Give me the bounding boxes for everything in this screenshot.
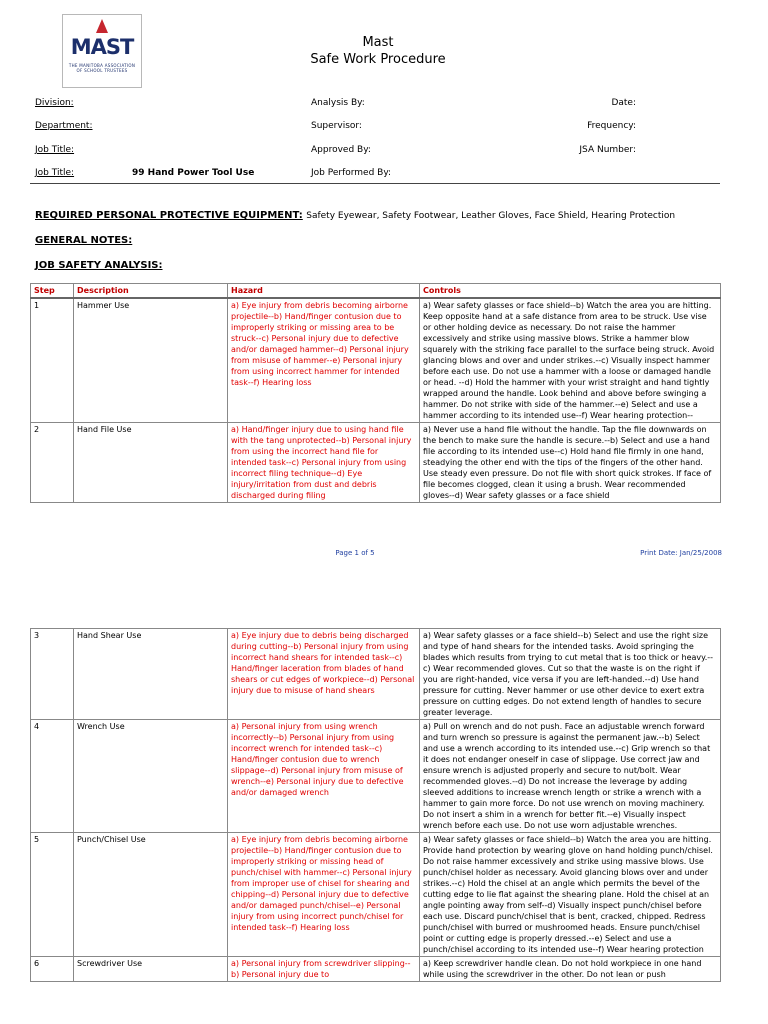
date-label: Date: <box>611 98 636 108</box>
step-column-header: Step <box>31 284 74 299</box>
description-cell: Screwdriver Use <box>74 957 228 982</box>
controls-cell: a) Keep screwdriver handle clean. Do not hold workpiece in one hand while using the screwdriver in the other. Do not lean or push <box>420 957 721 982</box>
logo-mark-icon <box>96 19 108 33</box>
description-column-header: Description <box>74 284 228 299</box>
table-row <box>31 629 721 720</box>
description-cell: Hammer Use <box>74 298 228 423</box>
division-label: Division: <box>35 98 74 108</box>
hazard-cell: a) Eye injury due to debris being discharged during cutting--b) Personal injury from using incorrect hand shears for intended task--c) Hand/finger laceration from blades of hand shears or cut edges of workpiece--d) Personal injury due to misuse of hand shears <box>228 629 420 720</box>
description-cell: Punch/Chisel Use <box>74 833 228 957</box>
hazard-cell: a) Personal injury from using wrench incorrectly--b) Personal injury from using incorrect wrench for intended task--c) Hand/finger contusion due to wrench slippage--d) Personal injury from misuse of wrench--e) Personal injury due to defective and/or damaged wrench <box>228 720 420 833</box>
step-cell: 3 <box>31 629 74 720</box>
step-cell: 1 <box>31 298 74 423</box>
controls-cell: a) Wear safety glasses or face shield--b) Watch the area you are hitting. Keep opposite hand at a safe distance from area to be struck. Use vise or other holding device as necessary. Do not raise the hammer excessively and strike using massive blows. Strike a hammer blow squarely with the striking face parallel to the surface being struck. Avoid glancing blows and over and under strikes.--c) Visually inspect hammer before each use. Do not use a hammer with a loose or damaged handle or head. --d) Hold the hammer with your wrist straight and hand tightly wrapped around the handle. Look behind and above before swinging a hammer. Do not strike with side of the hammer.--e) Select and use a hammer according to its intended use--f) Wear hearing protection-- <box>420 298 721 423</box>
jsa-number-label: JSA Number: <box>579 145 636 155</box>
general-notes-heading: GENERAL NOTES: <box>35 235 133 246</box>
header-divider <box>30 183 720 184</box>
approved-by-label: Approved By: <box>311 145 371 155</box>
description-cell: Hand File Use <box>74 423 228 503</box>
description-cell: Wrench Use <box>74 720 228 833</box>
ppe-label: REQUIRED PERSONAL PROTECTIVE EQUIPMENT: <box>35 210 303 221</box>
controls-cell: a) Wear safety glasses or face shield--b) Watch the area you are hitting. Provide hand protection by wearing glove on hand holding punch/chisel. Do not raise hammer excessively and strike using massive blows. Use punch/chisel holder as necessary. Avoid glancing blows over and under strikes.--c) Hold the chisel at an angle which permits the bevel of the cutting edge to lie flat against the shearing plane. Hold the chisel at an angle pointing away from self--d) Visually inspect punch/chisel before each use. Discard punch/chisel that is bent, cracked, chipped. Redress punch/chisel with burred or mushroomed heads. Ensure punch/chisel point or cutting edge is properly dressed.--e) Select and use a punch/chisel according to its intended use--f) Wear hearing protection <box>420 833 721 957</box>
frequency-label: Frequency: <box>587 121 636 131</box>
jsa-table-page2 <box>30 628 721 982</box>
job-safety-analysis-heading: JOB SAFETY ANALYSIS: <box>35 260 163 271</box>
step-cell: 6 <box>31 957 74 982</box>
controls-cell: a) Wear safety glasses or a face shield--b) Select and use the right size and type of hand shears for the intended tasks. Avoid springing the blades which results from trying to cut metal that is too thick or heavy.--c) Wear recommended gloves. Cut so that the waste is on the right if you are right-handed, vice versa if you are left-handed.--d) Use hand pressure for cutting. Never hammer or use other device to exert extra pressure on cutting edges. Do not extend length of handles to secure greater leverage. <box>420 629 721 720</box>
hazard-cell: a) Eye injury from debris becoming airborne projectile--b) Hand/finger contusion due to improperly striking or missing area to be struck--c) Personal injury due to defective and/or damaged hammer--d) Personal injury from misuse of hammer--e) Personal injury from using incorrect hammer for intended task--f) Hearing loss <box>228 298 420 423</box>
mast-logo <box>62 14 142 88</box>
table-row <box>31 957 721 982</box>
job-title-label: Job Title: <box>35 145 75 155</box>
hazard-cell: a) Personal injury from screwdriver slipping--b) Personal injury due to <box>228 957 420 982</box>
job-title-label-2: Job Title: <box>35 168 75 178</box>
logo-brand: MAST <box>70 35 134 59</box>
document-title: Mast <box>362 35 394 50</box>
supervisor-label: Supervisor: <box>311 121 362 131</box>
job-performed-by-label: Job Performed By: <box>311 168 392 178</box>
ppe-value: Safety Eyewear, Safety Footwear, Leather Gloves, Face Shield, Hearing Protection <box>306 211 676 221</box>
print-date: Print Date: Jan/25/2008 <box>640 549 722 557</box>
hazard-column-header: Hazard <box>228 284 420 299</box>
table-row <box>31 833 721 957</box>
job-title-value: 99 Hand Power Tool Use <box>132 168 255 178</box>
hazard-cell: a) Hand/finger injury due to using hand file with the tang unprotected--b) Personal injury from using the incorrect hand file for intended task--c) Personal injury from using incorrect filing technique--d) Eye injury/irritation from dust and debris discharged during filing <box>228 423 420 503</box>
description-cell: Hand Shear Use <box>74 629 228 720</box>
table-row <box>31 720 721 833</box>
department-label: Department: <box>35 121 93 131</box>
hazard-cell: a) Eye injury from debris becoming airborne projectile--b) Hand/finger contusion due to improperly striking or missing head of punch/chisel with hammer--c) Personal injury from improper use of chisel for shearing and chipping--d) Personal injury due to defective and/or damaged punch/chisel--e) Personal injury from using incorrect punch/chisel for intended task--f) Hearing loss <box>228 833 420 957</box>
page2-viewport <box>0 626 768 1024</box>
controls-cell: a) Pull on wrench and do not push. Face an adjustable wrench forward and turn wrench so pressure is against the permanent jaw.--b) Select and use a wrench according to its intended use.--c) Grip wrench so that it does not endanger oneself in case of slippage. Use correct jaw and ensure wrench is adjusted properly and secure to nut/bolt. Wear recommended gloves.--d) Do not increase the leverage by adding sleeved additions to increase wrench length or strike a wrench with a hammer to gain more force. Do not use wrench on moving machinery. Do not insert a shim in a wrench for better fit.--e) Visually inspect wrench before each use. Do not use worn adjustable wrenches. <box>420 720 721 833</box>
table-row <box>31 423 721 503</box>
ppe-section <box>35 210 675 221</box>
page-number: Page 1 of 5 <box>335 549 375 557</box>
logo-tagline: THE MANITOBA ASSOCIATION OF SCHOOL TRUSTEES <box>68 63 136 73</box>
document-subtitle: Safe Work Procedure <box>310 52 446 67</box>
jsa-table-page1 <box>30 283 721 503</box>
table-header-row <box>31 284 721 299</box>
step-cell: 2 <box>31 423 74 503</box>
analysis-by-label: Analysis By: <box>311 98 365 108</box>
controls-cell: a) Never use a hand file without the handle. Tap the file downwards on the bench to make sure the handle is secure.--b) Select and use a hand file according to its intended use--c) Hold hand file firmly in one hand, steadying the other end with the tips of the fingers of the other hand. Use steady even pressure. Do not file with short quick strokes. If face of file becomes clogged, clean it using a brush. Wear recommended gloves--d) Wear safety glasses or a face shield <box>420 423 721 503</box>
table-row <box>31 298 721 423</box>
controls-column-header: Controls <box>420 284 721 299</box>
step-cell: 4 <box>31 720 74 833</box>
step-cell: 5 <box>31 833 74 957</box>
